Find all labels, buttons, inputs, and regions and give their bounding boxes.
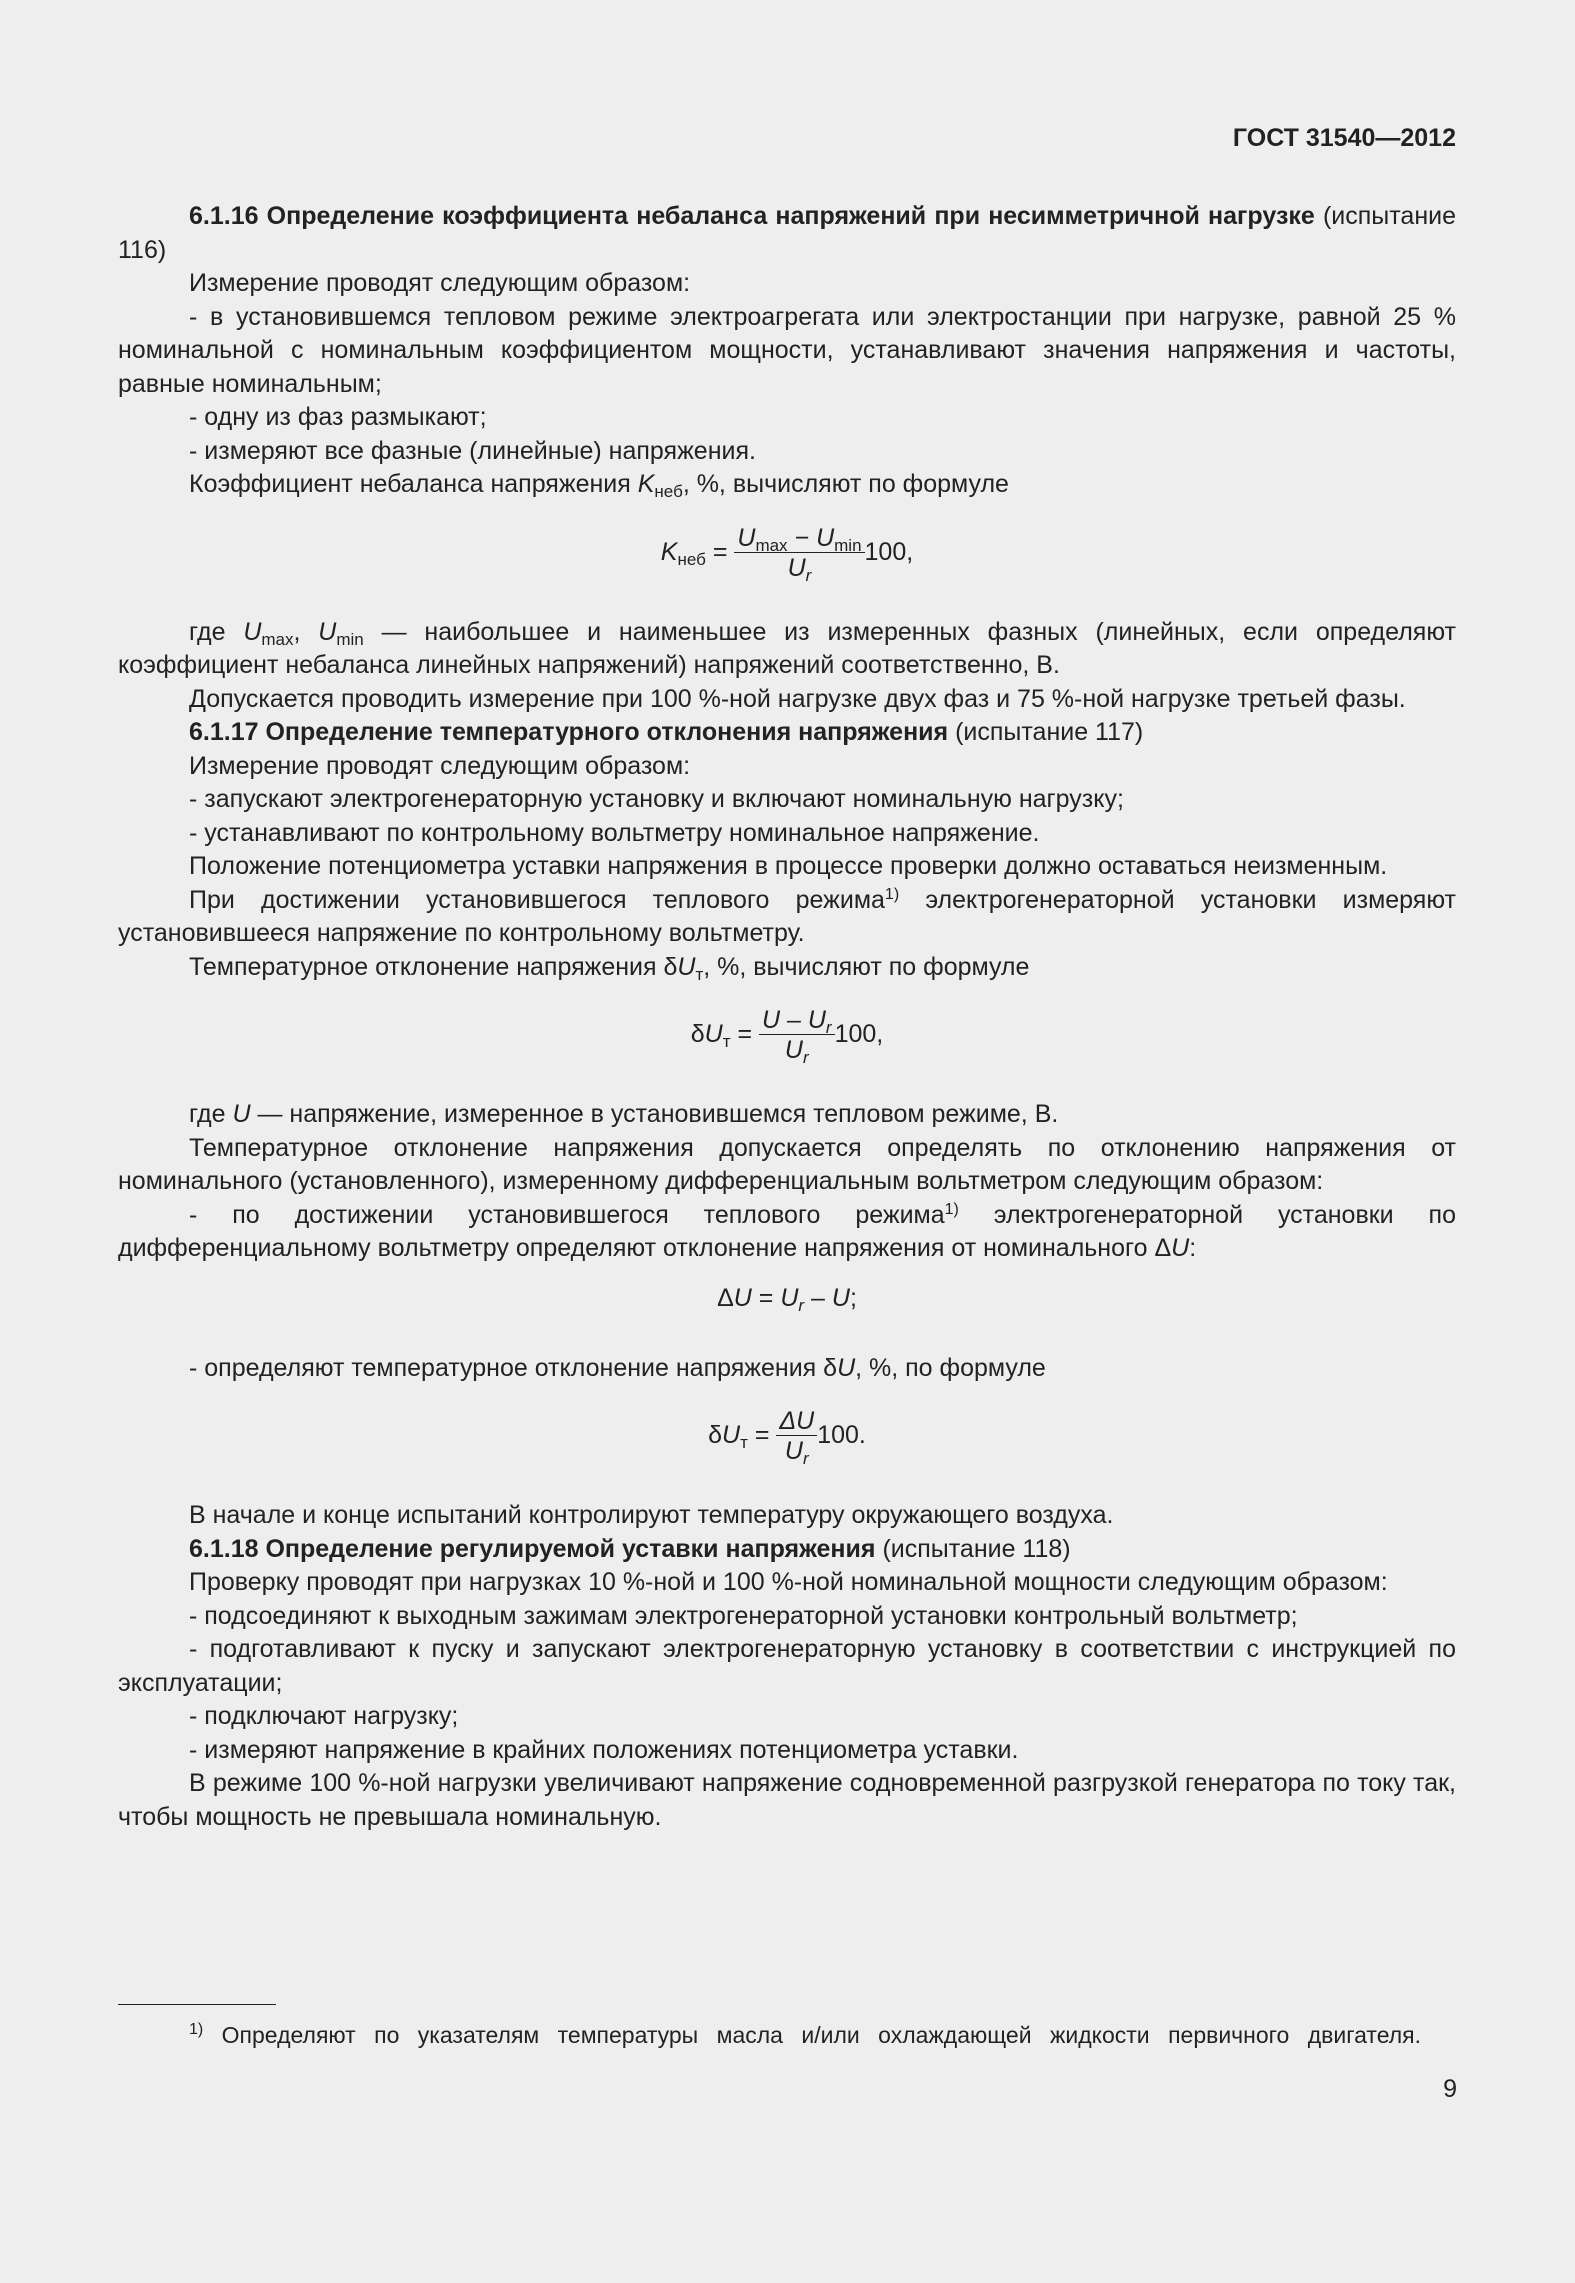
section-6-1-16-heading: 6.1.16 Определение коэффициента небаланса напряжений при несимметричной нагрузке (испытание 116) — [118, 202, 1456, 264]
section-title: 6.1.17 Определение температурного отклонения напряжения — [189, 718, 949, 746]
fraction: $\frac{U - U_r}{U_r}$ — [759, 1006, 835, 1065]
footnote: $^{1)}$ Определяют по указателям температуры масла и/или охлаждающей жидкости первичного двигателя. — [189, 2021, 1421, 2048]
footnote-ref: 1) — [944, 1200, 959, 1218]
paragraph: - подключают нагрузку; — [189, 1702, 459, 1730]
paragraph: Измерение проводят следующим образом: — [189, 751, 691, 780]
footnote-mark: 1) — [189, 2021, 204, 2038]
paragraph: - подсоединяют к выходным зажимам электрогенераторной установки контрольный вольтметр; — [189, 1601, 1298, 1630]
section-title: 6.1.16 Определение коэффициента небаланса напряжений при несимметричной нагрузке — [189, 202, 1315, 230]
paragraph: - измеряют все фазные (линейные) напряжения. — [189, 436, 756, 465]
paragraph: Коэффициент небаланса напряжения $K_{неб}$, %, вычисляют по формуле — [189, 470, 1009, 501]
paragraph: - измеряют напряжение в крайних положениях потенциометра уставки. — [189, 1735, 1019, 1764]
formula-delta-ut-2: $\delta U_т$ = $\frac{\Delta U}{U_r}$ 100. — [708, 1407, 866, 1468]
paragraph: В режиме 100 %-ной нагрузки увеличивают напряжение содновременной разгрузкой генератора по току так, чтобы мощность не превышала номинальную. — [118, 1769, 1456, 1831]
paragraph: - в установившемся тепловом режиме электроагрегата или электростанции при нагрузке, равной 25 % номинальной с номинальным коэффициентом мощности, устанавливают значения напряжения и частоты, равные номинальным; — [118, 302, 1456, 398]
section-6-1-18-heading: 6.1.18 Определение регулируемой уставки напряжения (испытание 118) — [189, 1534, 1071, 1563]
paragraph: При достижении установившегося теплового режима$^{1)}$ электрогенераторной установки измеряют установившееся напряжение по контрольному вольтметру. — [118, 885, 1456, 947]
page-content — [118, 200, 1456, 1834]
standard-header: ГОСТ 31540—2012 — [1232, 124, 1456, 152]
footnote-separator — [118, 2004, 276, 2005]
paragraph: - по достижении установившегося теплового режима$^{1)}$ электрогенераторной установки по дифференциальному вольтметру определяют отклонение напряжения от номинального ΔU: — [118, 1200, 1456, 1262]
paragraph: Проверку проводят при нагрузках 10 %-ной и 100 %-ной номинальной мощности следующим образом: — [189, 1568, 1388, 1596]
paragraph: Положение потенциометра уставки напряжения в процессе проверки должно оставаться неизменным. — [189, 852, 1388, 880]
paragraph: где $U_{max}$, $U_{min}$ — наибольшее и наименьшее из измеренных фазных (линейных, если определяют коэффициент небаланса линейных напряжений) напряжений соответственно, В. — [118, 617, 1456, 679]
section-title: 6.1.18 Определение регулируемой уставки напряжения — [189, 1534, 876, 1563]
fraction: $\frac{U_{max} - U_{min}}{U_r}$ — [734, 524, 864, 583]
paragraph: Температурное отклонение напряжения допускается определять по отклонению напряжения от номинального (установленного), измеренному дифференциальным вольтметром следующим образом: — [118, 1133, 1456, 1195]
section-6-1-17-heading: 6.1.17 Определение температурного отклонения напряжения (испытание 117) — [189, 718, 1144, 746]
formula-delta-ut-1: $\delta U_т$ = $\frac{U - U_r}{U_r}$ 100, — [690, 1006, 884, 1067]
paragraph: Допускается проводить измерение при 100 %-ной нагрузке двух фаз и 75 %-ной нагрузке третьей фазы. — [189, 684, 1406, 713]
paragraph: Измерение проводят следующим образом: — [189, 269, 691, 297]
fraction: $\frac{\Delta U}{U_r}$ — [776, 1407, 817, 1466]
paragraph: - определяют температурное отклонение напряжения δU, %, по формуле — [189, 1353, 1046, 1382]
footnote-ref: 1) — [884, 885, 900, 903]
paragraph: В начале и конце испытаний контролируют температуру окружающего воздуха. — [189, 1501, 1114, 1529]
paragraph: - подготавливают к пуску и запускают электрогенераторную установку в соответствии с инструкцией по эксплуатации; — [118, 1635, 1456, 1697]
page-number: 9 — [1443, 2075, 1457, 2103]
paragraph: где U — напряжение, измеренное в установившемся тепловом режиме, В. — [189, 1100, 1059, 1128]
formula-delta-u: $\Delta U = U_r - U$; — [717, 1283, 857, 1315]
formula-kneb: $K_{неб}$ = $\frac{U_{max} - U_{min}}{U_r}$ 100, — [660, 523, 914, 585]
paragraph: - запускают электрогенераторную установку и включают номинальную нагрузку; — [189, 785, 1124, 813]
paragraph: Температурное отклонение напряжения $\delta U_т$, %, вычисляют по формуле — [189, 952, 1030, 984]
paragraph: - одну из фаз размыкают; — [189, 403, 487, 431]
paragraph: - устанавливают по контрольному вольтметру номинальное напряжение. — [189, 818, 1040, 847]
